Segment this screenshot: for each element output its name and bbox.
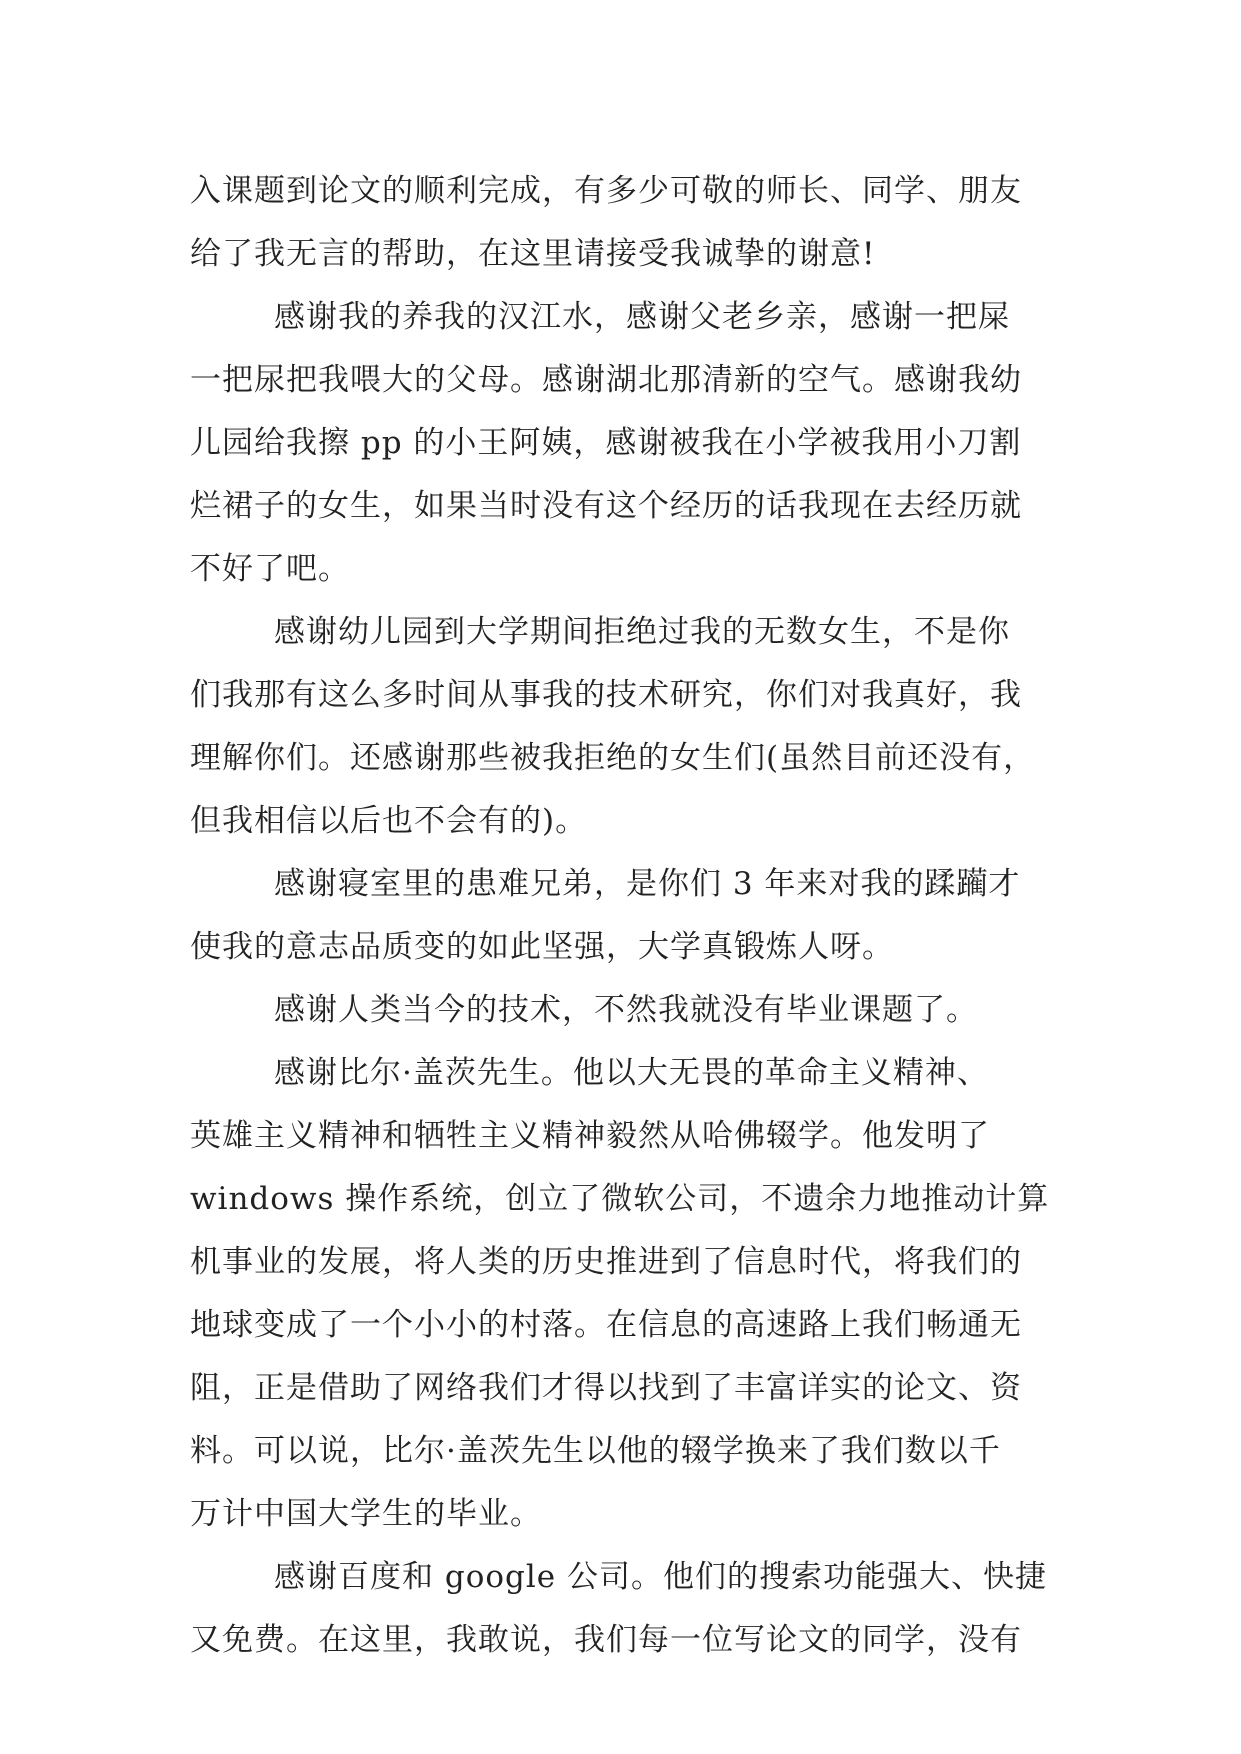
text-line: 理解你们。还感谢那些被我拒绝的女生们(虽然目前还没有， (190, 740, 1036, 776)
text-line: 英雄主义精神和牺牲主义精神毅然从哈佛辍学。他发明了 (190, 1118, 990, 1154)
text-line: 机事业的发展，将人类的历史推进到了信息时代，将我们的 (190, 1244, 1022, 1280)
text-line: 感谢幼儿园到大学期间拒绝过我的无数女生，不是你 (274, 614, 1010, 650)
text-line: 不好了吧。 (190, 551, 350, 587)
text-line: 一把尿把我喂大的父母。感谢湖北那清新的空气。感谢我幼 (190, 362, 1022, 398)
text-line: 给了我无言的帮助，在这里请接受我诚挚的谢意! (190, 236, 876, 272)
text-line: 感谢我的养我的汉江水，感谢父老乡亲，感谢一把屎 (274, 299, 1010, 335)
text-line: 烂裙子的女生，如果当时没有这个经历的话我现在去经历就 (190, 488, 1022, 524)
text-line: 又免费。在这里，我敢说，我们每一位写论文的同学，没有 (190, 1622, 1022, 1658)
text-line: 感谢寝室里的患难兄弟，是你们 3 年来对我的蹂躏才 (274, 866, 1021, 902)
text-line: 感谢人类当今的技术，不然我就没有毕业课题了。 (274, 992, 978, 1028)
text-line: 使我的意志品质变的如此坚强，大学真锻炼人呀。 (190, 929, 894, 965)
text-line: 料。可以说，比尔·盖茨先生以他的辍学换来了我们数以千 (190, 1433, 1001, 1469)
text-line: 感谢百度和 google 公司。他们的搜索功能强大、快捷 (274, 1559, 1047, 1595)
text-line: 阻，正是借助了网络我们才得以找到了丰富详实的论文、资 (190, 1370, 1022, 1406)
text-line: 入课题到论文的顺利完成，有多少可敬的师长、同学、朋友 (190, 173, 1022, 209)
document-body (190, 160, 1060, 1672)
text-line: windows 操作系统，创立了微软公司，不遗余力地推动计算 (190, 1181, 1050, 1217)
text-line: 儿园给我擦 pp 的小王阿姨，感谢被我在小学被我用小刀割 (190, 425, 1022, 461)
text-line: 感谢比尔·盖茨先生。他以大无畏的革命主义精神、 (274, 1055, 989, 1091)
text-line: 但我相信以后也不会有的)。 (190, 803, 588, 839)
text-line: 们我那有这么多时间从事我的技术研究，你们对我真好，我 (190, 677, 1022, 713)
text-line: 地球变成了一个小小的村落。在信息的高速路上我们畅通无 (190, 1307, 1022, 1343)
text-line: 万计中国大学生的毕业。 (190, 1496, 542, 1532)
